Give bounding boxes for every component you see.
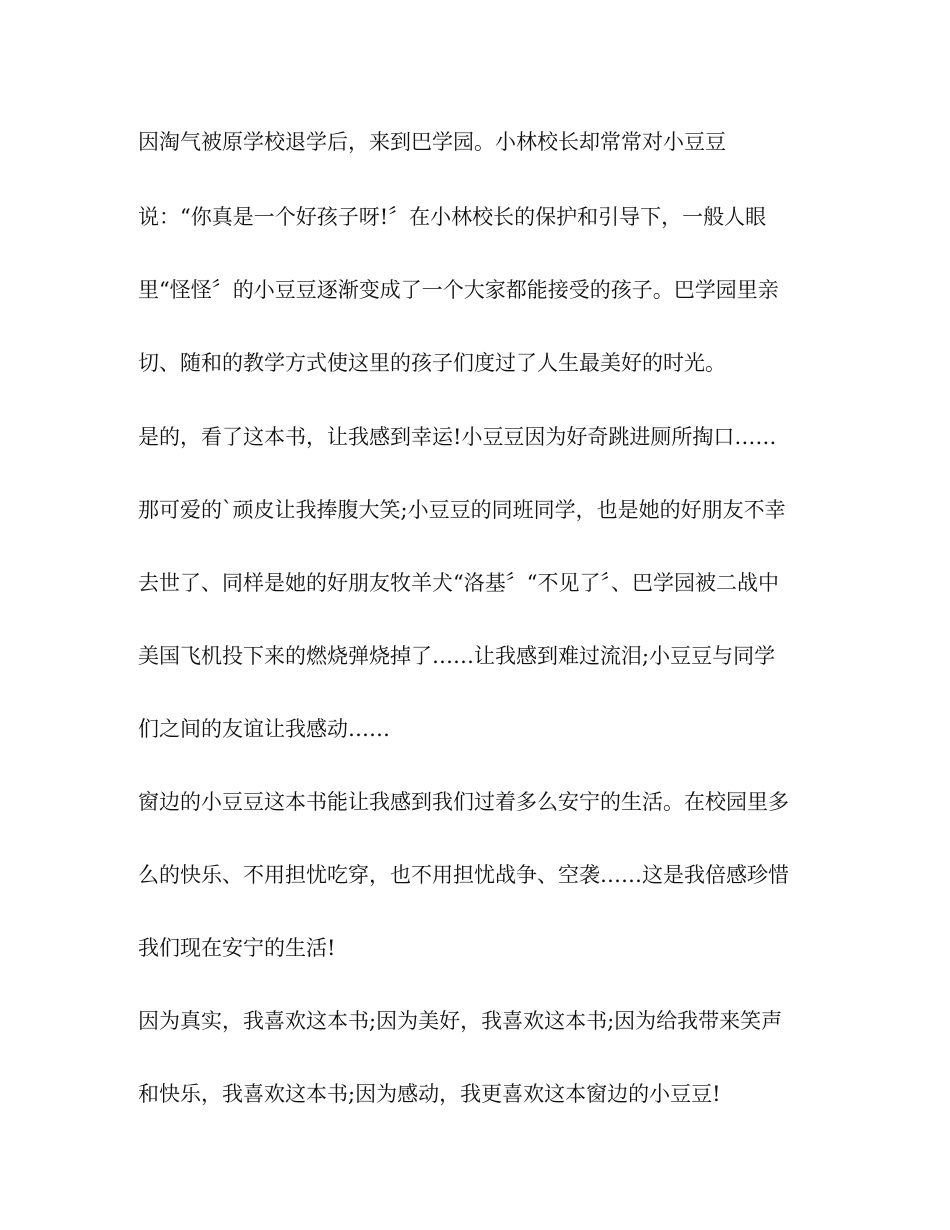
text-line: 因淘气被原学校退学后，来到巴学园。小林校长却常常对小豆豆 xyxy=(138,130,726,154)
text-line: 窗边的小豆豆这本书能让我感到我们过着多么安宁的生活。在校园里多 xyxy=(138,790,789,814)
text-line: 和快乐，我喜欢这本书;因为感动，我更喜欢这本窗边的小豆豆! xyxy=(138,1082,721,1106)
text-line: 说：“你真是一个好孩子呀!〞在小林校长的保护和引导下，一般人眼 xyxy=(138,205,767,229)
text-line: 切、随和的教学方式使这里的孩子们度过了人生最美好的时光。 xyxy=(138,351,726,375)
text-line: 美国飞机投下来的燃烧弹烧掉了……让我感到难过流泪;小豆豆与同学 xyxy=(138,644,776,668)
text-line: 是的，看了这本书，让我感到幸运!小豆豆因为好奇跳进厕所掏口…… xyxy=(138,425,777,449)
text-line: 我们现在安宁的生活! xyxy=(138,936,336,960)
text-line: 去世了、同样是她的好朋友牧羊犬“洛基〞“不见了〞、巴学园被二战中 xyxy=(138,571,779,595)
text-line: 那可爱的`顽皮让我捧腹大笑;小豆豆的同班同学，也是她的好朋友不幸 xyxy=(138,498,786,522)
text-line: 么的快乐、不用担忧吃穿，也不用担忧战争、空袭……这是我倍感珍惜 xyxy=(138,863,789,887)
text-line: 因为真实，我喜欢这本书;因为美好，我喜欢这本书;因为给我带来笑声 xyxy=(138,1009,783,1033)
text-line: 们之间的友谊让我感动…… xyxy=(138,717,390,741)
text-line: 里“怪怪〞的小豆豆逐渐变成了一个大家都能接受的孩子。巴学园里亲 xyxy=(138,278,779,302)
